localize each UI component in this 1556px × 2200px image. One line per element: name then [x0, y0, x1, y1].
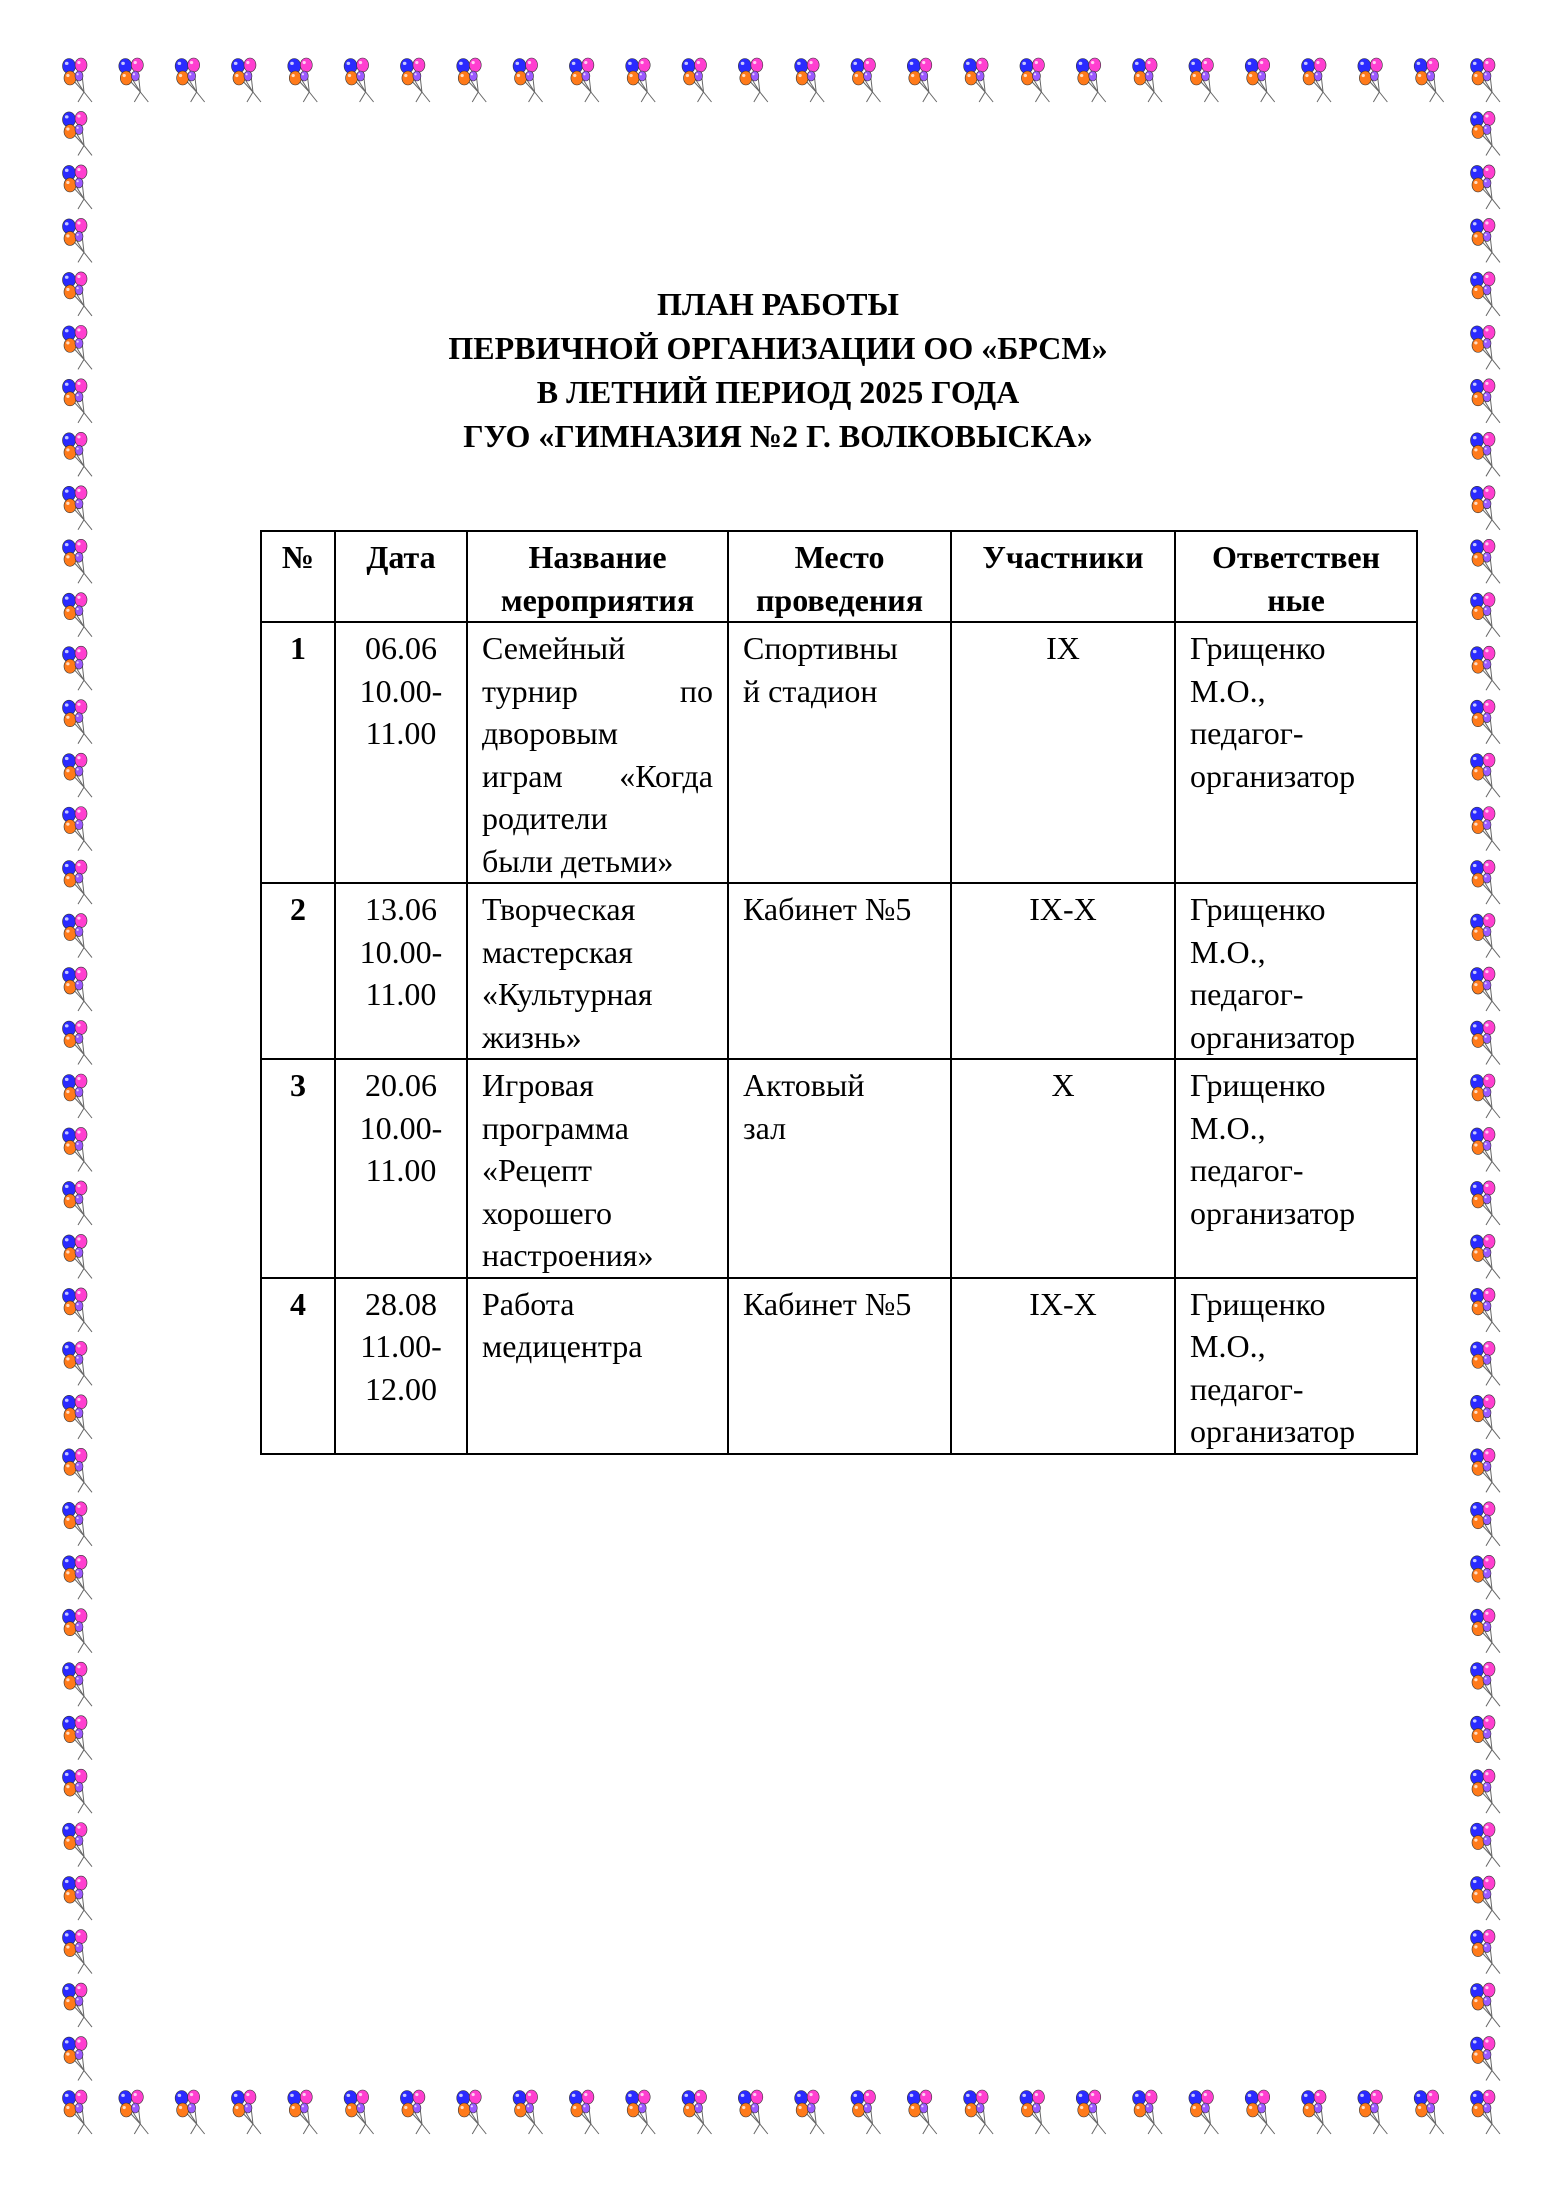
balloons-icon [1471, 967, 1501, 1011]
name-line: Работа [482, 1285, 575, 1322]
date-line: 28.08 [365, 1285, 437, 1322]
date-line: 11.00 [365, 1152, 437, 1188]
balloons-icon [63, 753, 93, 797]
balloons-icon [344, 2090, 374, 2134]
balloons-icon [63, 967, 93, 1011]
balloons-icon [63, 1288, 93, 1332]
balloons-icon [1471, 1983, 1501, 2027]
cell-event-name [467, 883, 728, 1059]
balloons-icon [1133, 58, 1163, 102]
name-line: настроения» [482, 1237, 654, 1273]
plan-table [260, 530, 1418, 1455]
name-line: были детьми» [482, 842, 674, 879]
balloons-icon [1414, 58, 1444, 102]
balloons-icon [1471, 111, 1501, 155]
date-line: 10.00- [359, 672, 443, 709]
cell-date [335, 622, 467, 883]
balloons-icon [1245, 58, 1275, 102]
responsible-line: организатор [1190, 757, 1356, 794]
balloons-icon [1358, 2090, 1388, 2134]
balloons-icon [63, 1823, 93, 1867]
cell-responsible [1175, 1278, 1417, 1454]
balloons-icon [1471, 218, 1501, 262]
balloons-icon [344, 58, 374, 102]
cell-place [728, 1278, 951, 1454]
name-line: родители [482, 800, 608, 836]
balloons-icon [1471, 539, 1501, 583]
balloons-icon [682, 2090, 712, 2134]
balloons-icon [851, 58, 881, 102]
balloons-icon [1189, 58, 1219, 102]
date-line: 12.00 [365, 1370, 437, 1407]
balloons-icon [288, 58, 318, 102]
name-line: Семейный [482, 630, 626, 666]
cell-event-name [467, 622, 728, 883]
balloons-icon [119, 2090, 149, 2134]
responsible-line: Грищенко [1190, 1285, 1326, 1322]
balloons-icon [1471, 1716, 1501, 1760]
balloons-icon [175, 58, 205, 102]
balloons-icon [63, 1555, 93, 1599]
name-line: турнир по [482, 672, 713, 709]
cell-event-name [467, 1278, 728, 1454]
balloons-icon [63, 1341, 93, 1385]
balloons-icon [1471, 914, 1501, 958]
balloons-icon [513, 2090, 543, 2134]
cell-date [335, 1059, 467, 1278]
name-line: играм «Когда [482, 757, 713, 794]
balloons-icon [63, 860, 93, 904]
cell-place [728, 622, 951, 883]
balloons-icon [175, 2090, 205, 2134]
responsible-line: Грищенко [1190, 630, 1326, 666]
name-line: дворовым [482, 715, 619, 751]
balloons-icon [63, 2037, 93, 2081]
balloons-icon [63, 593, 93, 637]
header-place-line: Место [794, 539, 885, 575]
cell-num: 1 [261, 622, 335, 883]
name-line: Игровая [482, 1067, 594, 1103]
title-line-2: ПЕРВИЧНОЙ ОРГАНИЗАЦИИ ОО «БРСМ» [448, 330, 1108, 366]
balloons-icon [119, 58, 149, 102]
header-date: Дата [335, 531, 467, 622]
balloons-icon [1302, 58, 1332, 102]
balloons-icon [1189, 2090, 1219, 2134]
balloons-icon [63, 539, 93, 583]
name-line: «Культурная [482, 976, 653, 1012]
header-responsible-line: ные [1267, 581, 1325, 618]
name-line: программа [482, 1109, 629, 1146]
balloons-icon [1471, 1181, 1501, 1225]
table-row [261, 883, 1417, 1059]
page-title [0, 282, 1556, 458]
date-line: 11.00 [365, 976, 437, 1012]
header-name-line: мероприятия [500, 581, 695, 618]
balloons-icon [626, 2090, 656, 2134]
balloons-icon [1358, 58, 1388, 102]
balloons-icon [626, 58, 656, 102]
balloons-icon [851, 2090, 881, 2134]
responsible-line: М.О., [1190, 933, 1266, 970]
responsible-line: Грищенко [1190, 1067, 1326, 1103]
header-place [728, 531, 951, 622]
balloons-icon [1471, 2037, 1501, 2081]
balloons-icon [907, 58, 937, 102]
place-line: зал [743, 1109, 787, 1146]
title-line-4: ГУО «ГИМНАЗИЯ №2 Г. ВОЛКОВЫСКА» [463, 418, 1093, 454]
balloons-icon [1471, 753, 1501, 797]
cell-participants: IX-X [951, 1278, 1175, 1454]
balloons-icon [63, 1181, 93, 1225]
balloons-icon [1471, 58, 1501, 102]
title-line-1: ПЛАН РАБОТЫ [657, 286, 899, 322]
balloons-icon [63, 914, 93, 958]
responsible-line: педагог- [1190, 1370, 1304, 1407]
responsible-line: Грищенко [1190, 891, 1326, 927]
responsible-line: организатор [1190, 1413, 1356, 1449]
date-line: 20.06 [365, 1067, 437, 1103]
cell-num: 2 [261, 883, 335, 1059]
balloons-icon [1471, 1341, 1501, 1385]
balloons-icon [1471, 165, 1501, 209]
responsible-line: педагог- [1190, 715, 1304, 751]
cell-num: 3 [261, 1059, 335, 1278]
responsible-line: педагог- [1190, 1152, 1304, 1188]
balloons-icon [63, 111, 93, 155]
cell-place [728, 1059, 951, 1278]
cell-responsible [1175, 622, 1417, 883]
responsible-line: организатор [1190, 1018, 1356, 1055]
cell-participants: IX [951, 622, 1175, 883]
name-line: Творческая [482, 891, 636, 927]
balloons-icon [795, 2090, 825, 2134]
date-line: 11.00- [360, 1328, 442, 1364]
balloons-icon [63, 1662, 93, 1706]
date-line: 10.00- [359, 933, 443, 970]
balloons-icon [457, 58, 487, 102]
table-row [261, 1059, 1417, 1278]
balloons-icon [63, 58, 93, 102]
balloons-icon [63, 1074, 93, 1118]
header-responsible [1175, 531, 1417, 622]
cell-date [335, 1278, 467, 1454]
balloons-icon [63, 646, 93, 690]
cell-responsible [1175, 883, 1417, 1059]
balloons-icon [1471, 646, 1501, 690]
header-responsible-line: Ответствен [1211, 539, 1381, 575]
balloons-icon [1471, 700, 1501, 744]
balloons-icon [1471, 1448, 1501, 1492]
balloons-icon [1471, 1555, 1501, 1599]
date-line: 13.06 [365, 891, 437, 927]
cell-participants: X [951, 1059, 1175, 1278]
balloons-icon [1133, 2090, 1163, 2134]
place-line: й стадион [743, 672, 878, 709]
balloons-icon [1076, 58, 1106, 102]
balloons-icon [1471, 807, 1501, 851]
balloons-icon [964, 2090, 994, 2134]
balloons-icon [1471, 593, 1501, 637]
balloons-icon [63, 218, 93, 262]
balloons-icon [63, 700, 93, 744]
balloons-icon [231, 2090, 261, 2134]
balloons-icon [1245, 2090, 1275, 2134]
date-line: 11.00 [365, 715, 437, 751]
responsible-line: М.О., [1190, 1328, 1266, 1364]
place-line: Актовый [743, 1067, 865, 1103]
date-line: 06.06 [365, 630, 437, 666]
balloons-icon [63, 1769, 93, 1813]
header-name [467, 531, 728, 622]
balloons-icon [1471, 486, 1501, 530]
balloons-icon [1471, 1609, 1501, 1653]
balloons-icon [569, 58, 599, 102]
balloons-icon [1471, 1021, 1501, 1065]
balloons-icon [795, 58, 825, 102]
balloons-icon [682, 58, 712, 102]
balloons-icon [1471, 1074, 1501, 1118]
balloons-icon [1471, 1502, 1501, 1546]
responsible-line: педагог- [1190, 976, 1304, 1012]
balloons-icon [288, 2090, 318, 2134]
balloons-icon [231, 58, 261, 102]
cell-participants: IX-X [951, 883, 1175, 1059]
balloons-icon [1471, 860, 1501, 904]
balloons-icon [513, 58, 543, 102]
balloons-icon [63, 1021, 93, 1065]
balloons-icon [1471, 1288, 1501, 1332]
place-line: Кабинет №5 [743, 1285, 912, 1322]
header-participants: Участники [951, 531, 1175, 622]
balloons-icon [907, 2090, 937, 2134]
header-name-line: Название [528, 539, 667, 575]
balloons-icon [1471, 1234, 1501, 1278]
balloons-icon [63, 1930, 93, 1974]
balloons-icon [63, 1609, 93, 1653]
balloons-icon [1471, 1395, 1501, 1439]
responsible-line: М.О., [1190, 672, 1266, 709]
cell-num: 4 [261, 1278, 335, 1454]
balloons-icon [63, 486, 93, 530]
balloons-icon [1471, 1127, 1501, 1171]
title-line-3: В ЛЕТНИЙ ПЕРИОД 2025 ГОДА [536, 374, 1020, 410]
balloons-icon [400, 2090, 430, 2134]
balloons-icon [1471, 1823, 1501, 1867]
balloons-icon [1471, 1876, 1501, 1920]
balloons-icon [1302, 2090, 1332, 2134]
balloons-icon [63, 1716, 93, 1760]
balloons-icon [63, 2090, 93, 2134]
responsible-line: М.О., [1190, 1109, 1266, 1146]
balloons-icon [63, 1127, 93, 1171]
balloons-icon [63, 1876, 93, 1920]
place-line: Спортивны [743, 630, 898, 666]
balloons-icon [63, 1502, 93, 1546]
balloons-icon [1471, 2090, 1501, 2134]
balloons-icon [1076, 2090, 1106, 2134]
balloons-icon [63, 807, 93, 851]
balloons-icon [63, 165, 93, 209]
date-line: 10.00- [359, 1109, 443, 1146]
cell-date [335, 883, 467, 1059]
table-row [261, 622, 1417, 883]
balloons-icon [569, 2090, 599, 2134]
cell-event-name [467, 1059, 728, 1278]
balloons-icon [738, 58, 768, 102]
balloons-icon [457, 2090, 487, 2134]
name-line: «Рецепт [482, 1152, 593, 1188]
balloons-icon [400, 58, 430, 102]
table-header-row [261, 531, 1417, 622]
balloons-icon [63, 1395, 93, 1439]
cell-responsible [1175, 1059, 1417, 1278]
name-line: жизнь» [482, 1018, 582, 1055]
name-line: медицентра [482, 1328, 643, 1364]
balloons-icon [63, 1448, 93, 1492]
header-num: № [261, 531, 335, 622]
name-line: хорошего [482, 1194, 612, 1231]
name-line: мастерская [482, 933, 633, 970]
cell-place [728, 883, 951, 1059]
balloons-icon [1471, 1769, 1501, 1813]
balloons-icon [63, 1234, 93, 1278]
balloons-icon [1471, 1930, 1501, 1974]
responsible-line: организатор [1190, 1194, 1356, 1231]
balloons-icon [1020, 2090, 1049, 2134]
balloons-icon [63, 1983, 93, 2027]
balloons-icon [1471, 1662, 1501, 1706]
balloons-icon [1020, 58, 1049, 102]
balloons-icon [1414, 2090, 1444, 2134]
balloons-icon [738, 2090, 768, 2134]
balloons-icon [964, 58, 994, 102]
header-place-line: проведения [755, 581, 924, 618]
place-line: Кабинет №5 [743, 891, 912, 927]
table-row [261, 1278, 1417, 1454]
